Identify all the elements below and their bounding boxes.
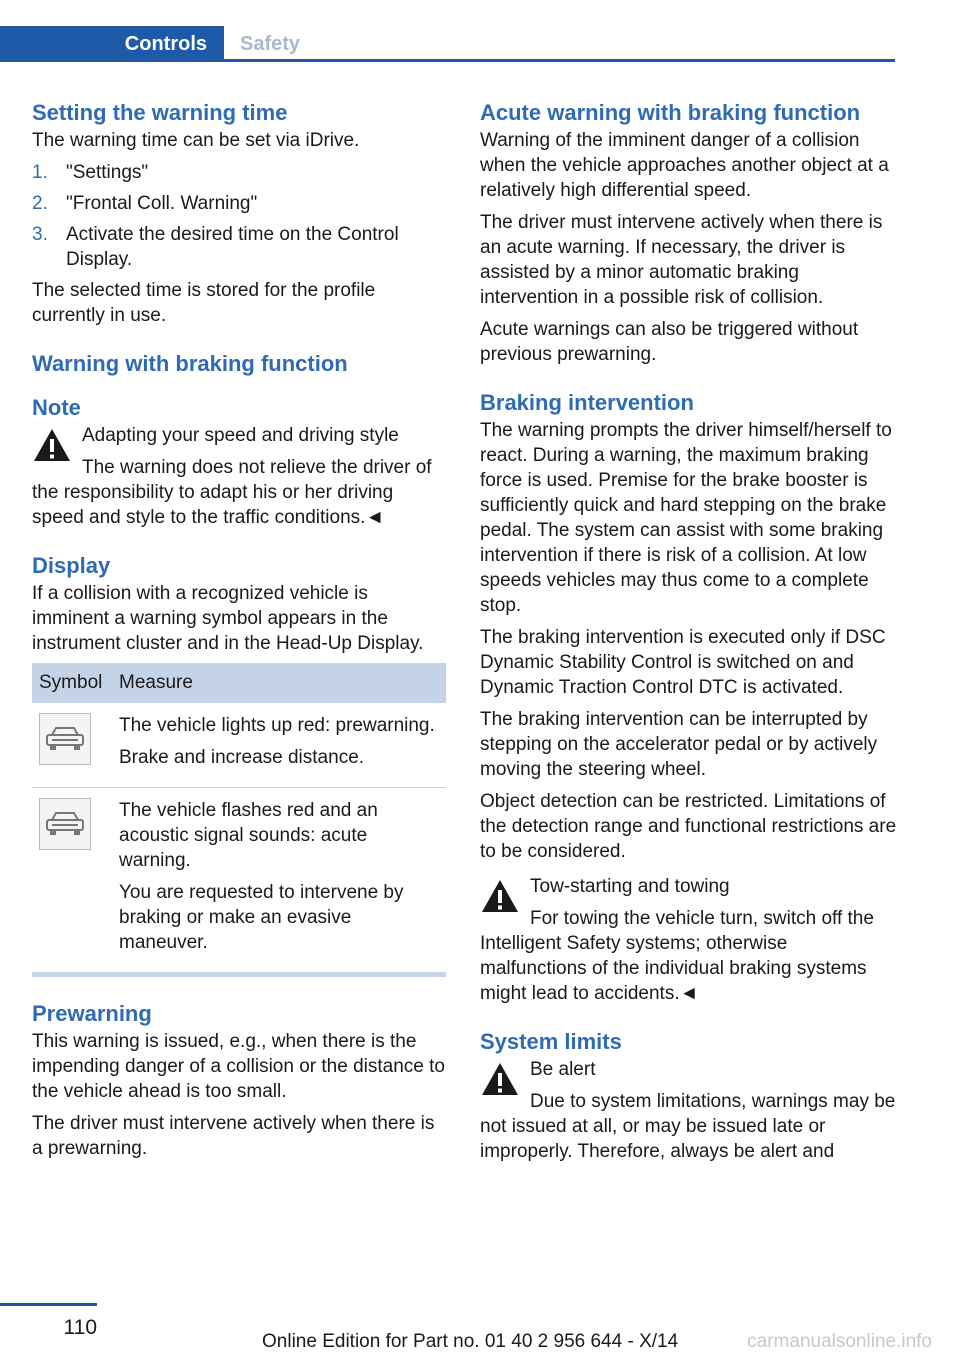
section-title-warning-time: Setting the warning time: [32, 100, 288, 125]
steps-list: [32, 160, 446, 272]
table-cell: The vehicle lights up red: prewarning.: [119, 715, 435, 736]
warning-note: [32, 423, 446, 530]
table-bottom-rule: [32, 972, 446, 977]
table-row: [32, 788, 446, 973]
right-column: [480, 98, 898, 1171]
section-title-display: Display: [32, 553, 111, 578]
table-cell: The vehicle flashes red and an acoustic signal sounds: acute warning.: [119, 800, 378, 871]
table-header-measure: Measure: [112, 663, 446, 703]
tab-safety[interactable]: Safety: [240, 32, 301, 55]
warning-triangle-icon: [480, 878, 520, 914]
warning-body: For towing the vehicle turn, switch off the Intelligent Safety systems; otherwise malfunctions of the individual braking systems might lead to accidents.◄: [480, 908, 874, 1004]
warning-body: The warning does not relieve the driver of the responsibility to adapt his or her driving speed and style to the traffic conditions.◄: [32, 457, 432, 528]
step-text: Activate the desired time on the Control Display.: [66, 224, 399, 270]
edition-text: Online Edition for Part no. 01 40 2 956 644 - X/14: [262, 1331, 679, 1352]
symbol-table: [32, 663, 446, 972]
paragraph: Object detection can be restricted. Limitations of the detection range and functional restrictions are to be considered.: [480, 791, 897, 862]
step-number: 2.: [32, 193, 48, 214]
paragraph: The driver must intervene actively when there is a prewarning.: [32, 1113, 435, 1159]
table-cell: You are requested to intervene by braking or make an evasive maneuver.: [119, 882, 404, 953]
paragraph: This warning is issued, e.g., when there is the impending danger of a collision or the distance to the vehicle ahead is too small.: [32, 1031, 445, 1102]
step-number: 1.: [32, 162, 48, 183]
tab-controls[interactable]: Controls: [0, 26, 224, 62]
step-text: "Settings": [66, 162, 149, 183]
paragraph: The driver must intervene actively when there is an acute warning. If necessary, the driver is assisted by a minor automatic braking intervention in a possible risk of collision.: [480, 212, 883, 308]
warning-title: Tow-starting and towing: [530, 876, 730, 897]
paragraph: Acute warnings can also be triggered without previous prewarning.: [480, 319, 859, 365]
step-text: "Frontal Coll. Warning": [66, 193, 258, 214]
warning-title: Be alert: [530, 1059, 596, 1080]
list-item: [32, 160, 446, 185]
section-title-acute-warning: Acute warning with braking function: [480, 100, 861, 125]
header-bar: [0, 26, 895, 62]
warning-triangle-icon: [480, 1061, 520, 1097]
paragraph: The warning time can be set via iDrive.: [32, 130, 360, 151]
page-number: 110: [63, 1316, 97, 1339]
section-title-system-limits: System limits: [480, 1029, 622, 1054]
warning-note: [480, 1057, 898, 1164]
section-title-prewarning: Prewarning: [32, 1001, 152, 1026]
table-header-symbol: Symbol: [32, 663, 112, 703]
section-title-braking-intervention: Braking intervention: [480, 390, 694, 415]
watermark: carmanualsonline.info: [747, 1331, 932, 1352]
footer-rule: [0, 1303, 97, 1306]
warning-body: Due to system limitations, warnings may be not issued at all, or may be issued late or improperly. Therefore, always be alert and: [480, 1091, 896, 1162]
paragraph: The warning prompts the driver himself/herself to react. During a warning, the maximum braking force is used. Premise for the brake booster is sufficiently quick and hard stepping on the brake pedal. The system can assist with some braking intervention if there is risk of a collision. At low speeds vehicles may thus come to a complete stop.: [480, 420, 892, 616]
left-column: [32, 98, 446, 1168]
car-warning-icon: [39, 713, 91, 765]
warning-title: Adapting your speed and driving style: [82, 425, 399, 446]
car-warning-icon: [39, 798, 91, 850]
warning-note: [480, 874, 898, 1006]
list-item: [32, 222, 446, 272]
paragraph: The braking intervention is executed only if DSC Dynamic Stability Control is switched on and Dynamic Traction Control DTC is activated.: [480, 627, 886, 698]
step-number: 3.: [32, 224, 48, 245]
paragraph: The braking intervention can be interrupted by stepping on the accelerator pedal or by actively moving the steering wheel.: [480, 709, 878, 780]
table-row: [32, 703, 446, 788]
warning-triangle-icon: [32, 427, 72, 463]
list-item: [32, 191, 446, 216]
paragraph: The selected time is stored for the profile currently in use.: [32, 280, 376, 326]
section-title-note: Note: [32, 395, 81, 420]
table-cell: Brake and increase distance.: [119, 747, 365, 768]
paragraph: If a collision with a recognized vehicle is imminent a warning symbol appears in the instrument cluster and in the Head-Up Display.: [32, 583, 424, 654]
paragraph: Warning of the imminent danger of a collision when the vehicle approaches another object at a relatively high differential speed.: [480, 130, 889, 201]
section-title-braking-warning: Warning with braking function: [32, 351, 348, 376]
